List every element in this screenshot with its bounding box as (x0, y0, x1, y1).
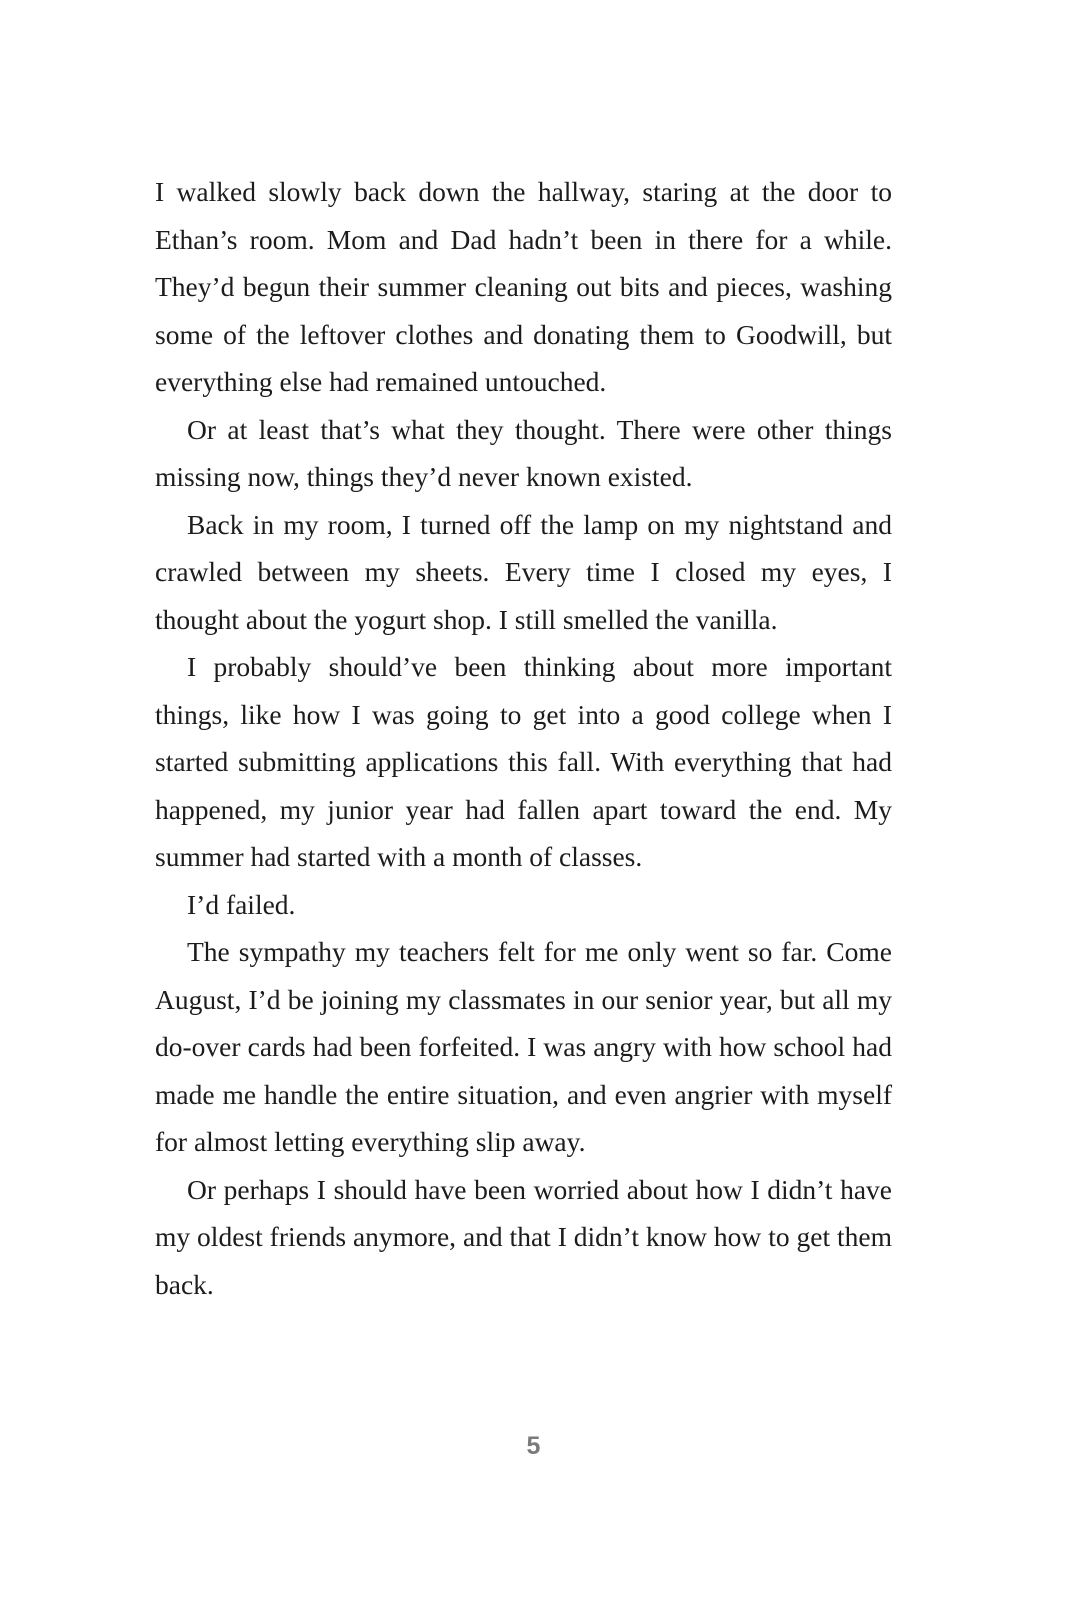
paragraph: The sympathy my teachers felt for me only went so far. Come August, I’d be joining my classmates in our senior year, but all my do-over cards had been forfeited. I was angry with how school had made me handle the entire situation, and even angrier with myself for almost letting everything slip away. (155, 936, 892, 1157)
paragraph: I probably should’ve been thinking about more important things, like how I was going to get into a good college when I started submitting applications this fall. With everything that had happened, my junior year had fallen apart toward the end. My summer had started with a month of classes. (155, 651, 892, 872)
body-text (155, 168, 892, 1308)
paragraph: Back in my room, I turned off the lamp on my nightstand and crawled between my sheets. Every time I closed my eyes, I thought about the yogurt shop. I still smelled the vanilla. (155, 508, 892, 635)
paragraph: Or at least that’s what they thought. There were other things missing now, things they’d never known existed. (155, 413, 892, 492)
paragraph: I walked slowly back down the hallway, staring at the door to Ethan’s room. Mom and Dad hadn’t been in there for a while. They’d begun their summer cleaning out bits and pieces, washing some of the leftover clothes and donating them to Goodwill, but everything else had remained untouched. (155, 176, 892, 397)
page-number: 5 (526, 1432, 541, 1460)
paragraph: Or perhaps I should have been worried about how I didn’t have my oldest friends anymore, and that I didn’t know how to get them back. (155, 1173, 892, 1300)
paragraph: I’d failed. (187, 888, 296, 920)
